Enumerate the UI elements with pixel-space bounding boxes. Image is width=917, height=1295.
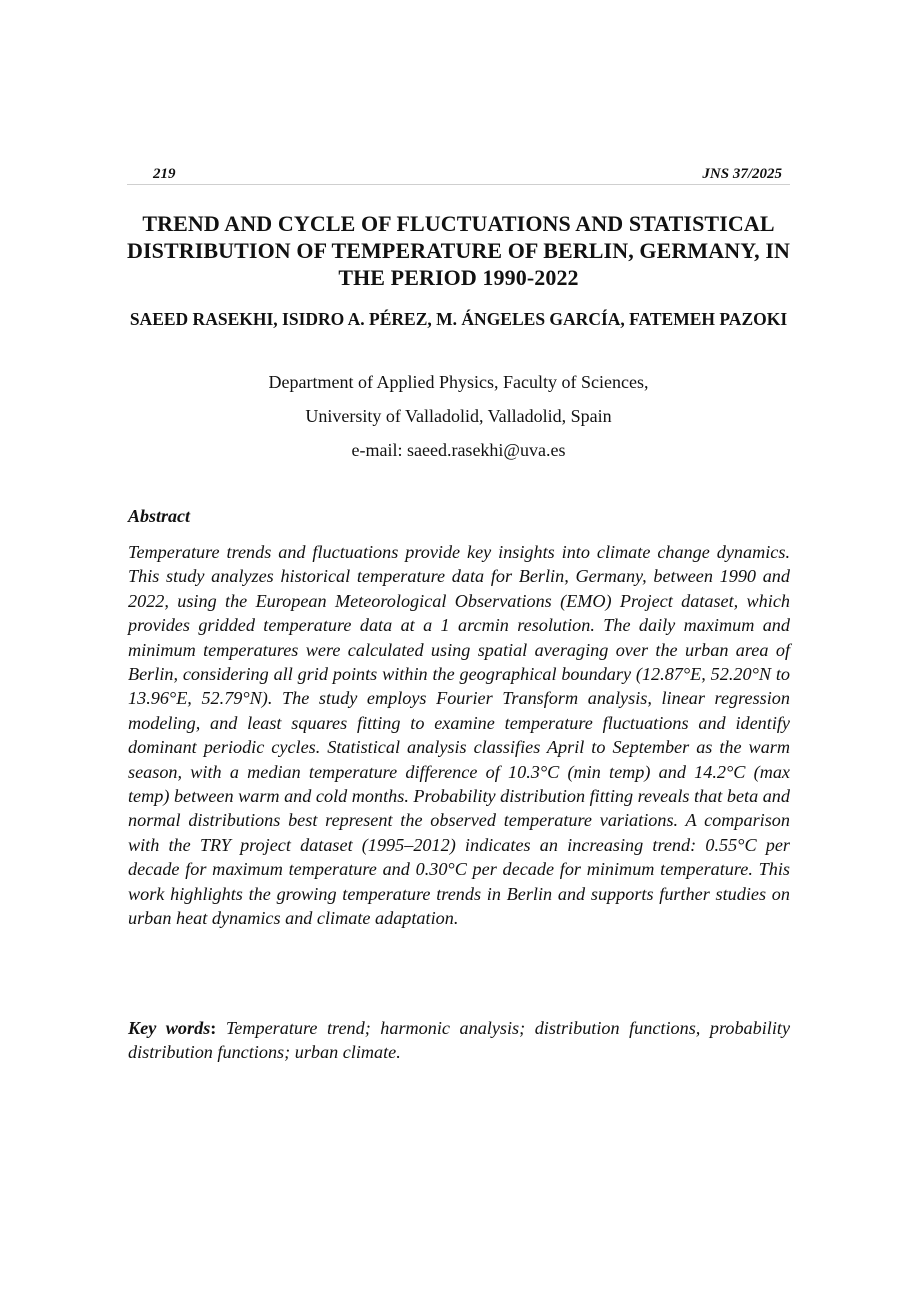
abstract-heading: Abstract [128,506,191,526]
author-list: SAEED RASEKHI, ISIDRO A. PÉREZ, M. ÁNGELES GARCÍA, FATEMEH PAZOKI [129,309,788,329]
keywords-text: Temperature trend; harmonic analysis; distribution functions, probability distribution functions; urban climate. [128,1018,791,1063]
contact-email: e-mail: saeed.rasekhi@uva.es [351,440,566,460]
running-header [127,161,790,185]
keywords-label: Key words [128,1018,211,1038]
keywords-colon: : [210,1018,217,1038]
keywords-paragraph [128,1016,790,1065]
abstract-text: Temperature trends and fluctuations provide key insights into climate change dynamics. This study analyzes historical temperature data for Berlin, Germany, between 1990 and 2022, using the European Meteorological Observations (EMO) Project dataset, which provides gridded temperature data at a 1 arcmin resolution. The daily maximum and minimum temperatures were calculated using spatial averaging over the urban area of Berlin, considering all grid points within the geographical boundary (12.87°E, 52.20°N to 13.96°E, 52.79°N). The study employs Fourier Transform analysis, linear regression modeling, and least squares fitting to examine temperature fluctuations and identify dominant periodic cycles. Statistical analysis classifies April to September as the warm season, with a median temperature difference of 10.3°C (min temp) and 14.2°C (max temp) between warm and cold months. Probability distribution fitting reveals that beta and normal distributions best represent the observed temperature variations. A comparison with the TRY project dataset (1995–2012) indicates an increasing trend: 0.55°C per decade for maximum temperature and 0.30°C per decade for minimum temperature. This work highlights the growing temperature trends in Berlin and supports further studies on urban heat dynamics and climate adaptation. [128,542,790,929]
paper-title: TREND AND CYCLE OF FLUCTUATIONS AND STATISTICAL DISTRIBUTION OF TEMPERATURE OF BERLIN, GERMANY, IN THE PERIOD 1990-2022 [126,211,791,290]
journal-reference: JNS 37/2025 [702,166,782,182]
page-number: 219 [153,166,176,182]
affiliation-university: University of Valladolid, Valladolid, Spain [305,406,612,426]
affiliation-block [120,365,797,467]
affiliation-department: Department of Applied Physics, Faculty of Sciences, [268,372,649,392]
